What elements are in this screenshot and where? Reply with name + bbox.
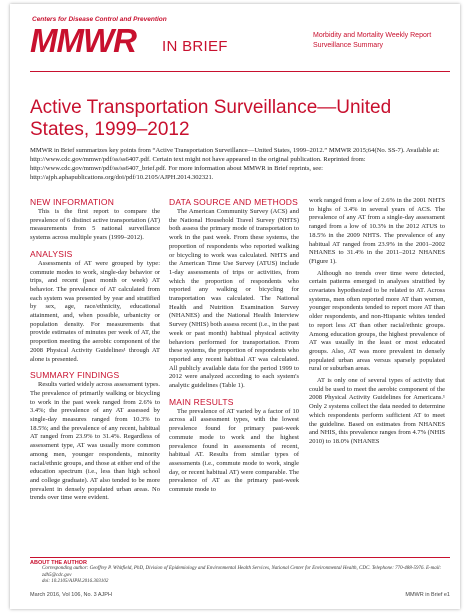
footer-left: March 2016, Vol 106, No. 3 AJPH: [30, 592, 112, 598]
summary-heading: SUMMARY FINDINGS: [30, 370, 120, 381]
about-text: Corresponding author: Geoffrey P. Whitfield, PhD, Division of Epidemiology and Environmental Health Services, National Center for Environmental Health, CDC. Telephone: 770-488-5976. E-mail: zdh5@cdc.gov: [42, 566, 442, 578]
about-author: [30, 557, 450, 586]
summary-text: Results varied widely across assessment types. The prevalence of primarily walking or bicycling to work in the past week ranged from 2.6% to 3.4%; the prevalence of any AT assessed by single-day measures ranged from 10.3% to 18.5%; and the prevalence of any recent, habitual AT ranged from 23.9% to 31.4%. Regardless of assessment type, AT was usually more common among men, younger respondents, minority racial/ethnic groups, and those at either end of the education spectrum (i.e., less than high school and college graduate). AT also tended to be more prevalent in densely populated urban areas. No trends over time were evident.: [30, 381, 160, 502]
analysis-text: Assessments of AT were grouped by type: commute modes to work, single-day behavior or trips, and recent (past month or week) AT behavior. The prevalence of AT calculated from each system was presented by year and stratified by sex, age, race/ethnicity, educational attainment, and, when possible, urbanicity or population density. For measurements that provide estimates of minutes per week of AT, the proportion meeting the aerobic component of the 2008 Physical Activity Guidelines¹ through AT alone is presented.: [30, 259, 160, 363]
logo-subtitle: IN BRIEF: [162, 38, 228, 55]
page: [10, 4, 460, 609]
results-continued-3: AT is only one of several types of activity that could be used to meet the aerobic component of the 2008 Physical Activity Guidelines for Americans.¹ Only 2 systems collect the data needed to determine which respondents perform sufficient AT to meet the guideline. Based on estimates from NHANES and NHIS, this prevalence ranges from 4.7% (NHIS 2010) to 18.0% (NHANES: [309, 377, 445, 445]
about-heading: ABOUT THE AUTHOR: [30, 560, 87, 566]
analysis-heading: ANALYSIS: [30, 248, 73, 259]
results-continued-2: Although no trends over time were detected, certain patterns emerged in analyses stratified by covariates hypothesized to be related to AT. Across systems, men often reported more AT than women, younger respondents tended to report more AT than older respondents, and non-Hispanic whites tended to report less AT than other racial/ethnic groups. Among education groups, the highest prevalence of AT was usually in the least or most educated groups. Also, AT was more prevalent in densely populated urban areas versus sparsely populated rural or suburban areas.: [309, 269, 445, 373]
header-journal-name: Morbidity and Mortality Weekly Report: [313, 32, 432, 39]
page-title: Active Transportation Surveillance—United States, 1999–2012: [30, 97, 392, 140]
data-source-heading: DATA SOURCE AND METHODS: [169, 197, 298, 207]
mmwr-logo: MMWR: [30, 22, 136, 59]
header-right: [313, 31, 431, 51]
new-info-text: This is the first report to compare the prevalence of 6 distinct active transportation (AT) measurements from 5 national surveillance systems across multiple years (1999–2012).: [30, 208, 160, 242]
new-info-heading: NEW INFORMATION: [30, 197, 115, 207]
data-source-text: The American Community Survey (ACS) and the National Household Travel Survey (NHTS) both assess the primary mode of transportation to work in the past week. From these systems, the proportion of respondents who reported walking or bicycling to work was calculated. NHTS and the American Time Use Survey (ATUS) include 1-day assessments of trips or activities, from which the proportion of respondents who reported any walking or bicycling for transportation was calculated. The National Health and Nutrition Examination Survey (NHANES) and the National Health Interview Survey (NHIS) both assess recent (i.e., in the past week or past month) habitual physical activity behaviors performed for transportation. From these systems, the proportion of respondents who reported any recent habitual AT was calculated. All publicly available data for the period 1999 to 2012 were analyzed according to each system's analytic guidelines (Table 1).: [169, 208, 299, 390]
about-doi: doi: 10.2105/AJPH.2016.303102: [42, 579, 109, 584]
header-divider: [30, 71, 450, 72]
column-1: [30, 197, 160, 506]
header-report-type: Surveillance Summary: [313, 42, 384, 49]
intro-paragraph: MMWR in Brief summarizes key points from “Active Transportation Surveillance—United States, 1999–2012.” MMWR 2015;64(No. SS-7). Available at: http://www.cdc.gov/mmwr/pdf/ss/ss6407.pdf. Certain text might not have appeared in the original publication. Reprinted from: http://www.cdc.gov/mmwr/pdf/ss/ss6407_brief.pdf. For more information about MMWR in Brief reprints, see: http://ajph.aphapublications.org/doi/pdf/10.2105/AJPH.2014.302321.: [30, 147, 440, 181]
about-divider: [30, 557, 450, 558]
footer-right: MMWR in Brief e1: [405, 592, 450, 598]
main-results-text: The prevalence of AT varied by a factor of 10 across all assessment types, with the lowest prevalence found for primary past-week commute mode to work and the highest prevalence found in assessments of recent, habitual AT. Results from similar types of assessments (i.e., commute mode to work, single day, or recent habitual AT) were comparable. The prevalence of AT as the primary past-week commute mode to: [169, 407, 299, 494]
column-2: [169, 197, 299, 498]
agency-name: Centers for Disease Control and Prevention: [32, 16, 167, 23]
main-results-heading: MAIN RESULTS: [169, 396, 234, 407]
results-continued-1: work ranged from a low of 2.6% in the 2001 NHTS to highs of 3.4% in several years of ACS. The prevalence of any AT from a single-day assessment ranged from a low of 10.3% in the 2012 ATUS to 18.5% in the 2009 NHTS. The prevalence of any habitual AT ranged from 23.9% in the 2001–2002 NHANES to 31.4% in the 2011–2012 NHANES (Figure 1).: [309, 197, 445, 265]
column-3: [309, 197, 445, 450]
